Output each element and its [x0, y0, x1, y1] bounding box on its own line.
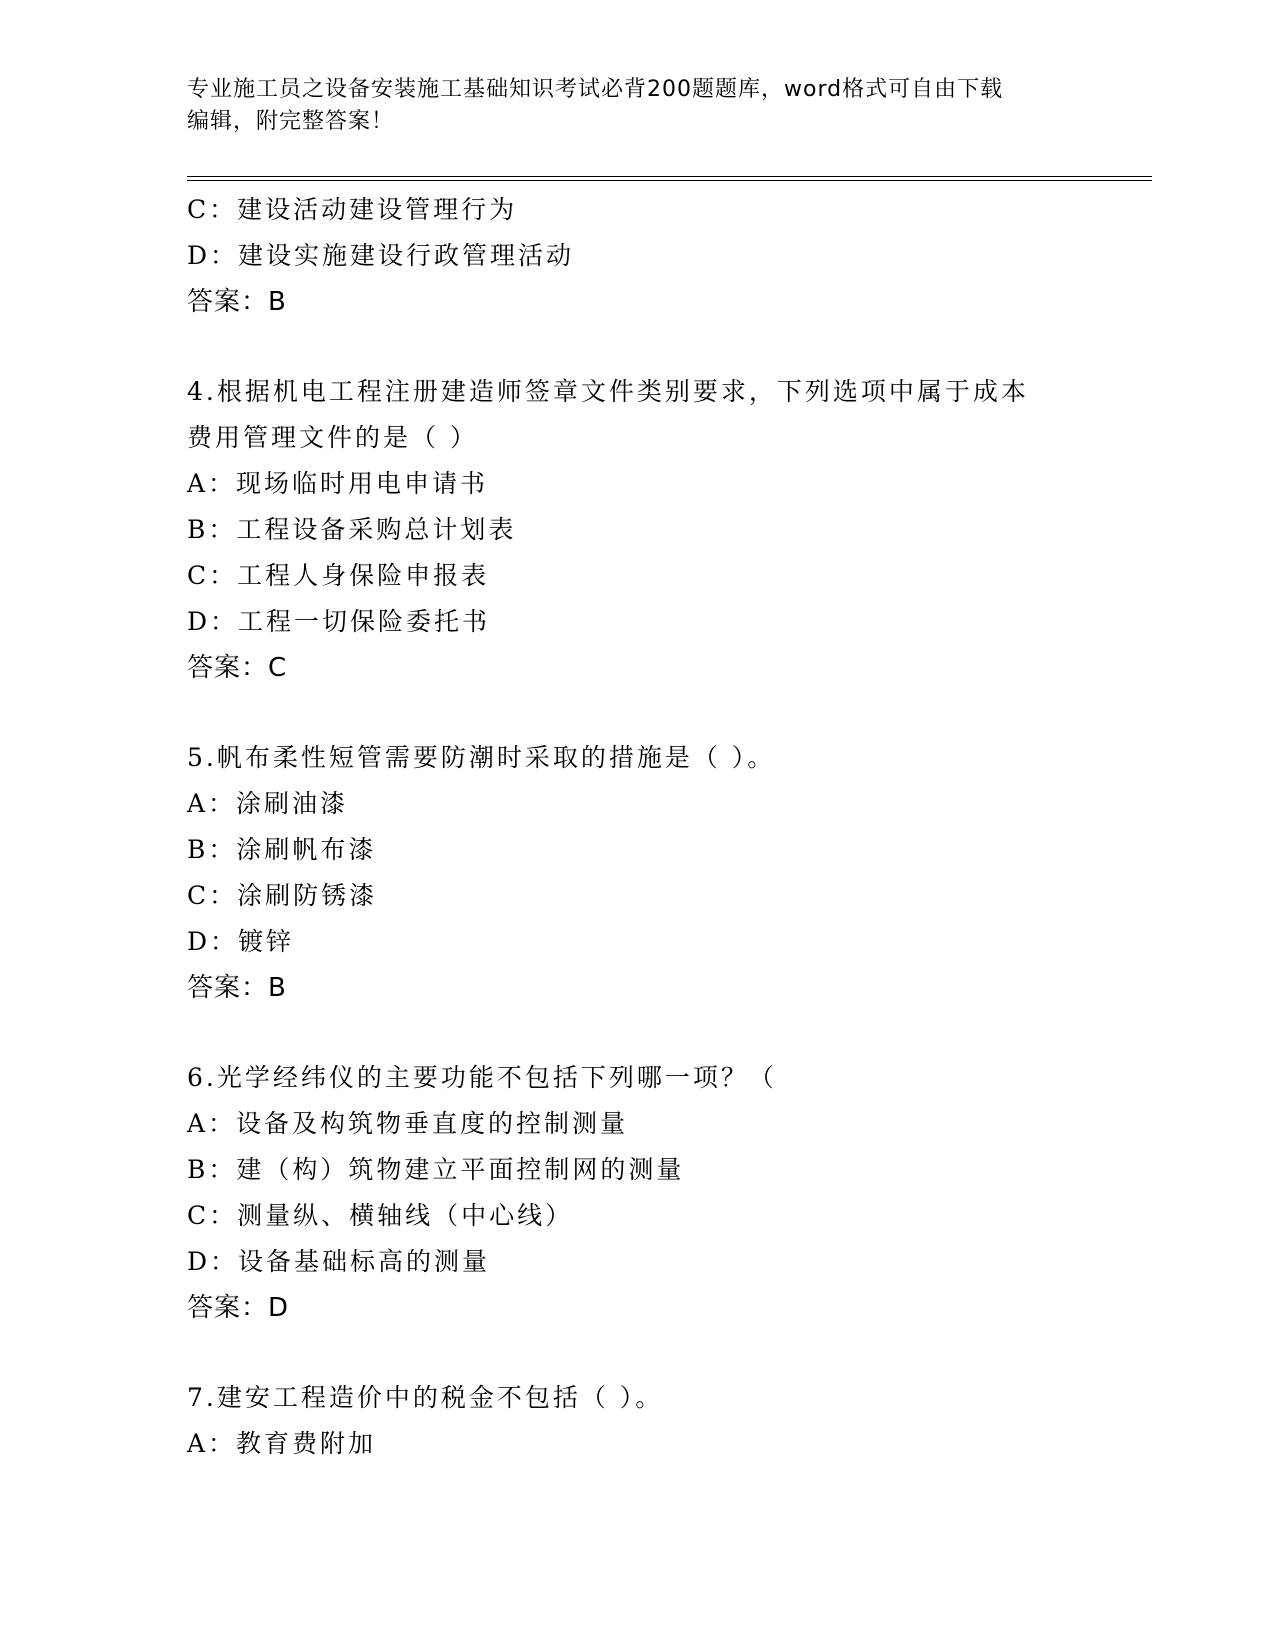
option-d: D：镀锌 — [187, 927, 295, 956]
option-d: D：工程一切保险委托书 — [187, 607, 491, 636]
option-c: C：涂刷防锈漆 — [187, 881, 378, 910]
question-text: 4.根据机电工程注册建造师签章文件类别要求，下列选项中属于成本 — [187, 377, 1029, 406]
question-text: 5.帆布柔性短管需要防潮时采取的措施是（ ）。 — [187, 743, 776, 772]
header-rule-bottom — [187, 180, 1152, 181]
option-c: C：建设活动建设管理行为 — [187, 195, 518, 224]
option-d: D：设备基础标高的测量 — [187, 1247, 491, 1276]
question-block-7 — [187, 1375, 1147, 1467]
option-b: B：涂刷帆布漆 — [187, 835, 377, 864]
header-line-1: 专业施工员之设备安装施工基础知识考试必背200题题库，word格式可自由下载 — [187, 77, 1004, 102]
option-a: A：涂刷油漆 — [187, 789, 349, 818]
question-block-5 — [187, 735, 1147, 1011]
question-block-4 — [187, 369, 1147, 691]
question-block-6 — [187, 1055, 1147, 1331]
question-text: 费用管理文件的是（ ） — [187, 423, 478, 452]
option-a: A：现场临时用电申请书 — [187, 469, 489, 498]
option-d: D：建设实施建设行政管理活动 — [187, 241, 575, 270]
header-rule-top — [187, 176, 1152, 177]
option-b: B：工程设备采购总计划表 — [187, 515, 517, 544]
option-a: A：设备及构筑物垂直度的控制测量 — [187, 1109, 629, 1138]
document-header — [187, 74, 1087, 138]
question-block-3 — [187, 187, 1147, 325]
question-text: 7.建安工程造价中的税金不包括（ ）。 — [187, 1383, 664, 1412]
option-a: A：教育费附加 — [187, 1429, 377, 1458]
answer-label: 答案：B — [187, 287, 287, 317]
question-text: 6.光学经纬仪的主要功能不包括下列哪一项？（ — [187, 1063, 777, 1092]
answer-label: 答案：D — [187, 1293, 290, 1323]
answer-label: 答案：B — [187, 973, 287, 1003]
option-c: C：工程人身保险申报表 — [187, 561, 490, 590]
option-b: B：建（构）筑物建立平面控制网的测量 — [187, 1155, 685, 1184]
option-c: C：测量纵、横轴线（中心线） — [187, 1201, 574, 1230]
question-list — [187, 187, 1147, 1467]
answer-label: 答案：C — [187, 653, 288, 683]
header-line-2: 编辑，附完整答案！ — [187, 109, 395, 134]
